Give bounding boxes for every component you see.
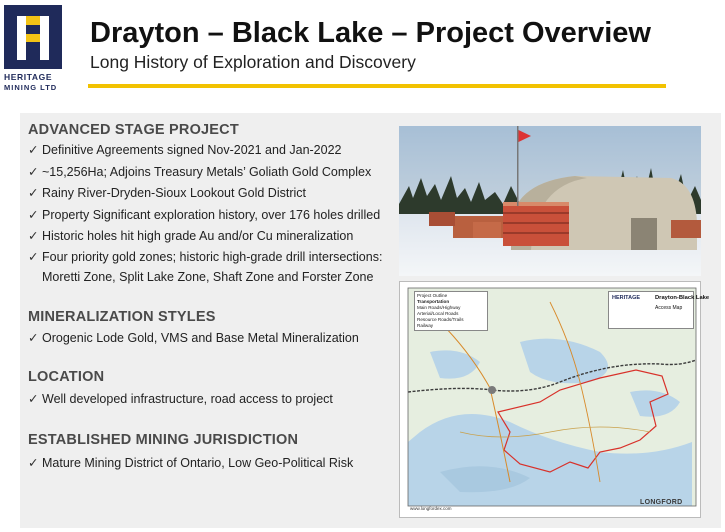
list-item: ✓ Definitive Agreements signed Nov-2021 and Jan-2022: [28, 143, 342, 157]
check-icon: ✓: [28, 143, 39, 157]
check-icon: ✓: [28, 186, 39, 200]
check-icon: ✓: [28, 208, 39, 222]
map-credit: www.longfordex.com: [410, 506, 452, 511]
section-heading-mineralization: MINERALIZATION STYLES: [28, 309, 216, 325]
title-underline: [88, 84, 666, 88]
list-item-continuation: Moretti Zone, Split Lake Zone, Shaft Zone and Forster Zone: [42, 270, 374, 284]
list-item: ✓ Well developed infrastructure, road access to project: [28, 392, 333, 406]
list-item: ✓ Orogenic Lode Gold, VMS and Base Metal Mineralization: [28, 331, 359, 345]
map-logo: HERITAGE: [612, 295, 641, 301]
page-title: Drayton – Black Lake – Project Overview: [90, 17, 651, 49]
check-icon: ✓: [28, 165, 39, 179]
list-item: ✓ Four priority gold zones; historic high-grade drill intersections:: [28, 250, 383, 264]
check-icon: ✓: [28, 392, 39, 406]
list-item: ✓ ~15,256Ha; Adjoins Treasury Metals’ Goliath Gold Complex: [28, 165, 372, 179]
section-heading-advanced-stage: ADVANCED STAGE PROJECT: [28, 122, 239, 138]
list-item: ✓ Rainy River-Dryden-Sioux Lookout Gold District: [28, 186, 306, 200]
logo-mark: [4, 5, 62, 69]
check-icon: ✓: [28, 250, 39, 264]
logo-h-icon: [17, 16, 49, 60]
map-title-block: [608, 291, 710, 329]
section-heading-jurisdiction: ESTABLISHED MINING JURISDICTION: [28, 432, 299, 448]
check-icon: ✓: [28, 456, 39, 470]
logo-text-line2: MINING LTD: [4, 83, 58, 92]
heritage-mining-logo: [4, 5, 62, 90]
check-icon: ✓: [28, 229, 39, 243]
page-subtitle: Long History of Exploration and Discovery: [90, 52, 416, 72]
map-title: Drayton-Black Lake: [655, 295, 710, 301]
list-item: ✓ Property Significant exploration history, over 176 holes drilled: [28, 208, 381, 222]
check-icon: ✓: [28, 331, 39, 345]
section-heading-location: LOCATION: [28, 369, 105, 385]
map-subtitle: Access Map: [655, 305, 683, 311]
winter-camp-photo-icon: [399, 126, 701, 276]
list-item: ✓ Historic holes hit high grade Au and/or Cu mineralization: [28, 229, 354, 243]
access-map: [399, 281, 710, 518]
map-legend: Project Outline Transportation Main Roads/Highway Arterial/Local Roads Resource Roads/Trails Railway: [414, 291, 488, 331]
site-photo: [399, 126, 701, 276]
logo-text-line1: HERITAGE: [4, 72, 53, 82]
longford-logo: LONGFORD: [640, 499, 683, 506]
list-item: ✓ Mature Mining District of Ontario, Low Geo-Political Risk: [28, 456, 354, 470]
